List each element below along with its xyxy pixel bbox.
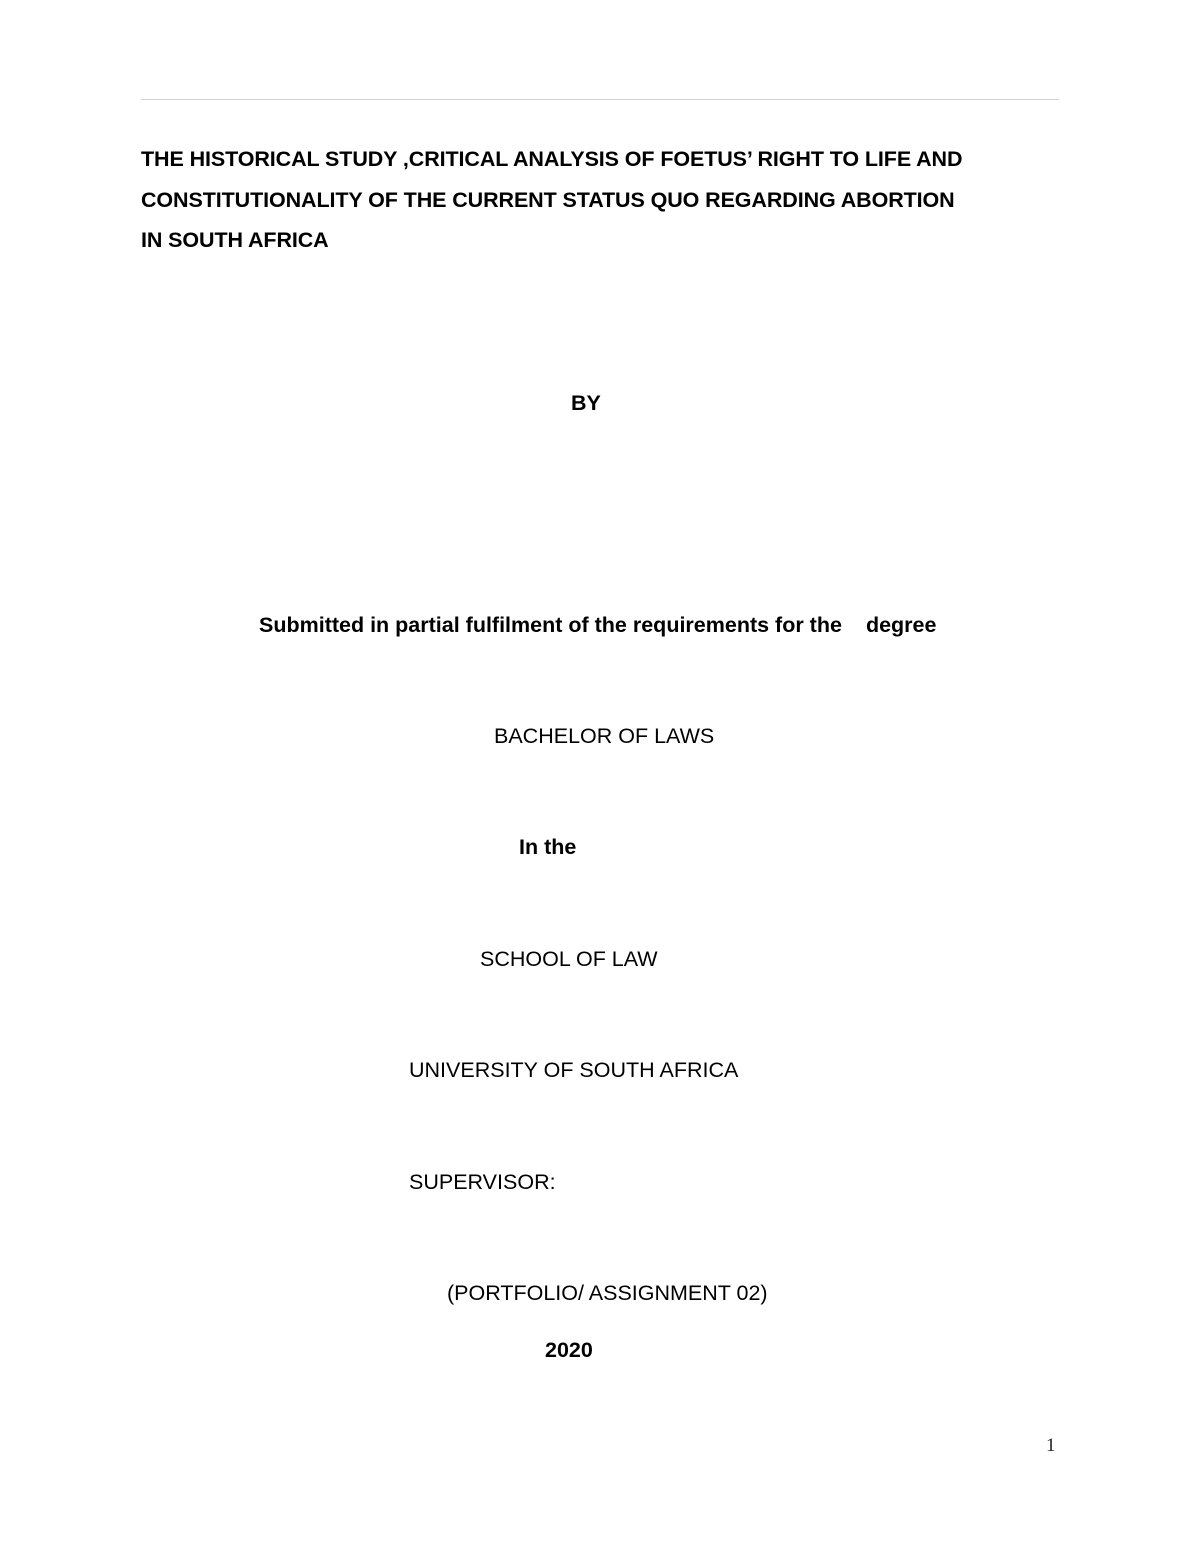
university-name: UNIVERSITY OF SOUTH AFRICA [409, 1058, 739, 1082]
submission-text: Submitted in partial fulfilment of the requirements for the [259, 613, 842, 637]
document-title [141, 139, 1071, 261]
page-number: 1 [1046, 1435, 1056, 1456]
assignment-label: (PORTFOLIO/ ASSIGNMENT 02) [447, 1281, 768, 1305]
title-line-1: THE HISTORICAL STUDY ,CRITICAL ANALYSIS OF FOETUS’ RIGHT TO LIFE AND [141, 147, 963, 171]
submission-degree-word: degree [865, 613, 937, 637]
header-divider [141, 99, 1059, 100]
degree-name: BACHELOR OF LAWS [494, 724, 715, 748]
in-the-label: In the [519, 835, 577, 859]
title-line-3: IN SOUTH AFRICA [141, 228, 329, 252]
submission-statement [259, 612, 936, 638]
school-name: SCHOOL OF LAW [480, 947, 658, 971]
supervisor-label: SUPERVISOR: [409, 1170, 556, 1194]
by-label: BY [571, 391, 601, 415]
title-line-2: CONSTITUTIONALITY OF THE CURRENT STATUS QUO REGARDING ABORTION [141, 187, 955, 212]
year: 2020 [545, 1338, 593, 1362]
